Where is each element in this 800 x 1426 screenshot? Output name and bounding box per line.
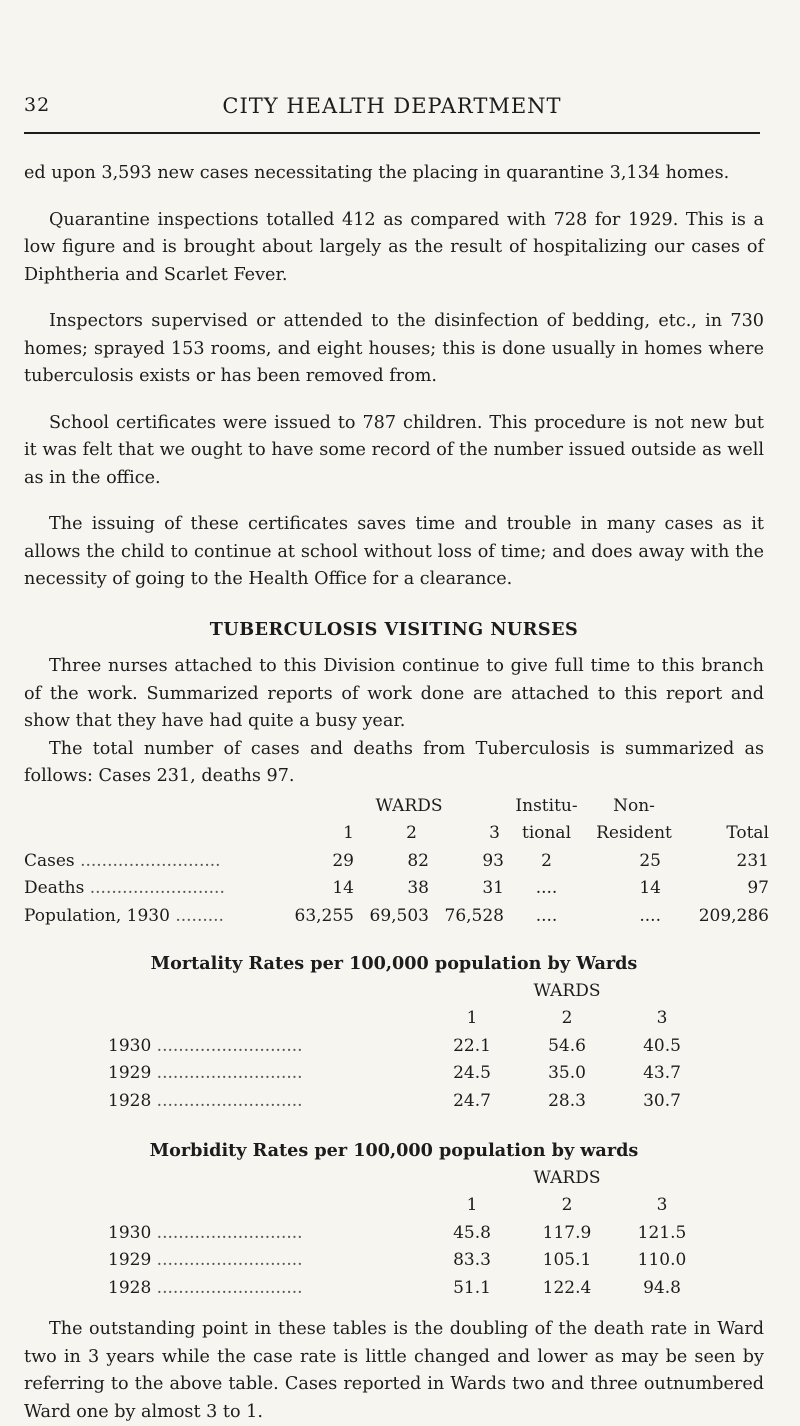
closing-paragraph: The outstanding point in these tables is the doubling of the death rate in Ward two in 3 years while the case rate is little changed and lower as may be seen by referring to the above table. Cases reported in Wards two and three outnumbered Ward one by almost 3 to 1. xyxy=(24,1319,764,1422)
leader-dots: ........................... xyxy=(156,1090,303,1111)
table-cell: 31 xyxy=(482,878,504,898)
table-cell: 209,286 xyxy=(698,905,769,926)
table-header-row xyxy=(108,978,708,1006)
row-year: 1928 xyxy=(108,1090,152,1111)
table-cell: 38 xyxy=(407,878,429,898)
section-heading: TUBERCULOSIS VISITING NURSES xyxy=(209,618,579,640)
table-cell: 122.4 xyxy=(542,1277,592,1298)
table-header-row xyxy=(24,793,769,821)
row-label: Cases xyxy=(24,850,75,871)
table-row xyxy=(108,1220,708,1248)
table-cell: 97 xyxy=(747,878,769,898)
table-cell: 24.5 xyxy=(453,1063,491,1083)
institutional-header: tional xyxy=(521,823,572,843)
ward-label: 1 xyxy=(343,823,354,843)
table-cell: 29 xyxy=(332,850,354,871)
table-cell: .... xyxy=(535,905,558,926)
wards-header: WARDS xyxy=(533,980,601,1001)
table-cell: 105.1 xyxy=(542,1250,592,1270)
table-cell: 14 xyxy=(332,878,354,898)
table-cell: 24.7 xyxy=(453,1090,491,1111)
row-year: 1930 xyxy=(108,1035,152,1056)
table-cell: 76,528 xyxy=(444,905,504,926)
nonresident-header: Non- xyxy=(613,795,655,816)
ward-label: 1 xyxy=(466,1195,478,1215)
institutional-header: Institu- xyxy=(515,795,578,816)
table-cell: 110.0 xyxy=(637,1250,687,1270)
page-body xyxy=(24,160,769,1426)
table-cell: 121.5 xyxy=(637,1222,687,1243)
table-header-row xyxy=(108,1165,708,1193)
table-cell: .... xyxy=(535,878,558,898)
table-cell: 82 xyxy=(407,850,429,871)
total-header: Total xyxy=(726,823,769,843)
leader-dots: ......................... xyxy=(89,878,225,898)
ward-label: 2 xyxy=(561,1008,573,1028)
paragraph: ed upon 3,593 new cases necessitating the placing in quarantine 3,134 homes. xyxy=(24,163,730,183)
table-cell: 28.3 xyxy=(548,1090,586,1111)
table-cell: .... xyxy=(639,905,661,926)
table-cell: 117.9 xyxy=(542,1222,592,1243)
row-year: 1930 xyxy=(108,1222,152,1243)
row-label: Population, 1930 xyxy=(24,905,170,926)
leader-dots: ........................... xyxy=(156,1277,303,1298)
table-cell: 83.3 xyxy=(453,1250,491,1270)
row-year: 1929 xyxy=(108,1063,152,1083)
nonresident-header: Resident xyxy=(596,823,672,843)
table-cell: 94.8 xyxy=(643,1277,681,1298)
table-row xyxy=(108,1033,708,1061)
page-number: 32 xyxy=(24,94,51,116)
paragraph: The total number of cases and deaths from Tuberculosis is summarized as follows: Cases 231, deaths 97. xyxy=(24,738,764,786)
paragraph: School certificates were issued to 787 children. This procedure is not new but it was felt that we ought to have some record of the number issued outside as well as in the office. xyxy=(24,412,764,488)
table-cell: 40.5 xyxy=(643,1035,681,1056)
wards-header: WARDS xyxy=(375,795,443,816)
paragraph: The issuing of these certificates saves time and trouble in many cases as it allows the child to continue at school without loss of time; and does away with the necessity of going to the Health Office for a clearance. xyxy=(24,514,764,589)
mortality-rates-table xyxy=(108,978,708,1116)
ward-label: 3 xyxy=(489,823,500,843)
leader-dots: ........................... xyxy=(156,1035,303,1056)
leader-dots: ........................... xyxy=(156,1063,303,1083)
table-header-row xyxy=(108,1005,708,1033)
paragraph: Three nurses attached to this Division continue to give full time to this branch of the work. Summarized reports of work done are attached to this report and show that they have had quite a busy year. xyxy=(24,656,764,731)
table-row xyxy=(24,875,769,903)
table-header-row xyxy=(24,820,769,848)
row-year: 1928 xyxy=(108,1277,152,1298)
table-row xyxy=(24,848,769,876)
morbidity-table-title: Morbidity Rates per 100,000 population by wards xyxy=(149,1140,639,1161)
wards-header: WARDS xyxy=(533,1167,601,1188)
table-cell: 231 xyxy=(736,850,769,871)
table-row xyxy=(108,1060,708,1088)
table-row xyxy=(24,903,769,931)
row-label: Deaths xyxy=(24,878,85,898)
row-year: 1929 xyxy=(108,1250,152,1270)
mortality-table-title: Mortality Rates per 100,000 population by Wards xyxy=(150,953,638,974)
table-cell: 35.0 xyxy=(548,1063,586,1083)
table-cell: 54.6 xyxy=(548,1035,586,1056)
ward-label: 2 xyxy=(406,823,417,843)
table-header-row xyxy=(108,1192,708,1220)
table-row xyxy=(108,1088,708,1116)
leader-dots: ......... xyxy=(175,905,224,926)
table-row xyxy=(108,1247,708,1275)
table-cell: 69,503 xyxy=(369,905,429,926)
table-cell: 14 xyxy=(639,878,661,898)
leader-dots: ........................... xyxy=(156,1222,303,1243)
table-cell: 30.7 xyxy=(643,1090,681,1111)
tuberculosis-summary-table xyxy=(24,793,769,931)
ward-label: 2 xyxy=(561,1195,573,1215)
morbidity-rates-table xyxy=(108,1165,708,1303)
ward-label: 3 xyxy=(656,1195,668,1215)
paragraph: Quarantine inspections totalled 412 as compared with 728 for 1929. This is a low figure and is brought about largely as the result of hospitalizing our cases of Diphtheria and Scarlet Fever. xyxy=(24,209,764,285)
paragraph: Inspectors supervised or attended to the disinfection of bedding, etc., in 730 homes; sprayed 153 rooms, and eight houses; this is done usually in homes where tuberculosis exists or has been removed from. xyxy=(24,311,764,386)
table-cell: 2 xyxy=(541,850,552,871)
table-cell: 45.8 xyxy=(453,1222,491,1243)
table-cell: 63,255 xyxy=(294,905,354,926)
table-cell: 93 xyxy=(482,850,504,871)
ward-label: 1 xyxy=(466,1008,478,1028)
leader-dots: ........................... xyxy=(156,1250,303,1270)
table-cell: 25 xyxy=(639,850,661,871)
page-header xyxy=(24,92,760,134)
table-cell: 22.1 xyxy=(453,1035,491,1056)
leader-dots: .......................... xyxy=(80,850,221,871)
table-cell: 51.1 xyxy=(453,1277,491,1298)
running-head: CITY HEALTH DEPARTMENT xyxy=(222,94,562,118)
table-cell: 43.7 xyxy=(643,1063,681,1083)
ward-label: 3 xyxy=(656,1008,668,1028)
table-row xyxy=(108,1275,708,1303)
